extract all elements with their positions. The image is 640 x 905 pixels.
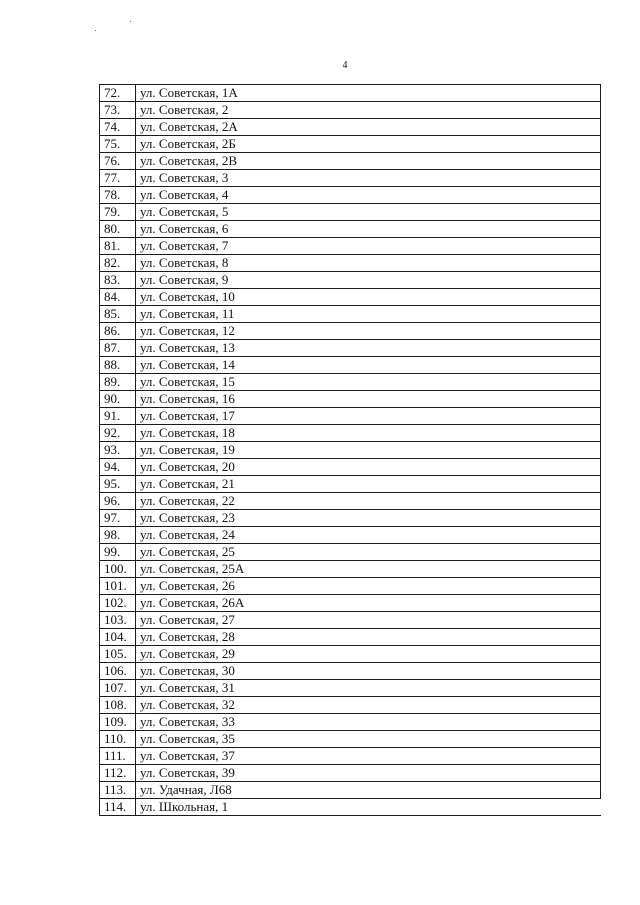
table-row [100,476,601,493]
table-row [100,153,601,170]
row-number-cell: 74. [100,119,136,136]
row-number-cell: 113. [100,782,136,799]
address-cell: ул. Советская, 21 [136,476,601,493]
address-cell: ул. Советская, 13 [136,340,601,357]
row-number-cell: 86. [100,323,136,340]
table-row [100,340,601,357]
row-number-cell: 100. [100,561,136,578]
row-number-cell: 72. [100,85,136,102]
address-cell: ул. Советская, 12 [136,323,601,340]
row-number-cell: 75. [100,136,136,153]
address-cell: ул. Советская, 8 [136,255,601,272]
address-cell: ул. Советская, 31 [136,680,601,697]
table-row [100,306,601,323]
table-row [100,782,601,799]
table-row [100,204,601,221]
address-cell: ул. Советская, 26 [136,578,601,595]
table-row [100,425,601,442]
table-row [100,374,601,391]
table-row [100,323,601,340]
row-number-cell: 101. [100,578,136,595]
address-cell: ул. Советская, 35 [136,731,601,748]
table-row [100,391,601,408]
address-cell: ул. Советская, 18 [136,425,601,442]
row-number-cell: 83. [100,272,136,289]
row-number-cell: 98. [100,527,136,544]
address-cell: ул. Советская, 10 [136,289,601,306]
address-cell: ул. Советская, 33 [136,714,601,731]
table-row [100,170,601,187]
row-number-cell: 107. [100,680,136,697]
table-row [100,187,601,204]
table-row [100,799,601,816]
row-number-cell: 76. [100,153,136,170]
table-row [100,357,601,374]
table-row [100,527,601,544]
address-cell: ул. Советская, 30 [136,663,601,680]
address-cell: ул. Школьная, 1 [136,799,601,816]
row-number-cell: 106. [100,663,136,680]
table-row [100,408,601,425]
table-row [100,765,601,782]
row-number-cell: 109. [100,714,136,731]
page-number: 4 [342,60,348,71]
row-number-cell: 102. [100,595,136,612]
address-cell: ул. Советская, 4 [136,187,601,204]
scan-speck [95,30,96,31]
row-number-cell: 112. [100,765,136,782]
table-row [100,459,601,476]
row-number-cell: 99. [100,544,136,561]
row-number-cell: 90. [100,391,136,408]
address-cell: ул. Советская, 37 [136,748,601,765]
row-number-cell: 87. [100,340,136,357]
address-cell: ул. Советская, 28 [136,629,601,646]
address-table-body [100,85,601,816]
address-cell: ул. Советская, 14 [136,357,601,374]
row-number-cell: 79. [100,204,136,221]
table-row [100,442,601,459]
address-cell: ул. Советская, 26А [136,595,601,612]
table-row [100,493,601,510]
address-cell: ул. Советская, 9 [136,272,601,289]
row-number-cell: 73. [100,102,136,119]
address-cell: ул. Советская, 17 [136,408,601,425]
row-number-cell: 94. [100,459,136,476]
table-row [100,748,601,765]
address-cell: ул. Советская, 19 [136,442,601,459]
table-row [100,612,601,629]
table-row [100,680,601,697]
table-row [100,136,601,153]
address-cell: ул. Советская, 5 [136,204,601,221]
address-cell: ул. Советская, 20 [136,459,601,476]
row-number-cell: 95. [100,476,136,493]
address-table [99,84,601,816]
address-cell: ул. Советская, 39 [136,765,601,782]
row-number-cell: 103. [100,612,136,629]
address-cell: ул. Удачная, Л68 [136,782,601,799]
address-cell: ул. Советская, 2В [136,153,601,170]
table-row [100,697,601,714]
table-row [100,255,601,272]
address-cell: ул. Советская, 24 [136,527,601,544]
table-row [100,561,601,578]
address-cell: ул. Советская, 7 [136,238,601,255]
address-cell: ул. Советская, 6 [136,221,601,238]
row-number-cell: 81. [100,238,136,255]
row-number-cell: 104. [100,629,136,646]
address-cell: ул. Советская, 25 [136,544,601,561]
row-number-cell: 114. [100,799,136,816]
address-cell: ул. Советская, 1А [136,85,601,102]
table-row [100,714,601,731]
row-number-cell: 84. [100,289,136,306]
table-row [100,646,601,663]
row-number-cell: 110. [100,731,136,748]
address-cell: ул. Советская, 2 [136,102,601,119]
table-row [100,289,601,306]
address-cell: ул. Советская, 11 [136,306,601,323]
row-number-cell: 88. [100,357,136,374]
address-cell: ул. Советская, 22 [136,493,601,510]
row-number-cell: 111. [100,748,136,765]
row-number-cell: 105. [100,646,136,663]
row-number-cell: 108. [100,697,136,714]
row-number-cell: 77. [100,170,136,187]
scan-speck [130,21,131,22]
address-cell: ул. Советская, 27 [136,612,601,629]
address-cell: ул. Советская, 32 [136,697,601,714]
row-number-cell: 78. [100,187,136,204]
row-number-cell: 93. [100,442,136,459]
table-row [100,510,601,527]
address-cell: ул. Советская, 15 [136,374,601,391]
address-cell: ул. Советская, 29 [136,646,601,663]
table-row [100,272,601,289]
table-row [100,544,601,561]
table-row [100,85,601,102]
address-cell: ул. Советская, 3 [136,170,601,187]
table-row [100,663,601,680]
row-number-cell: 92. [100,425,136,442]
address-cell: ул. Советская, 16 [136,391,601,408]
row-number-cell: 91. [100,408,136,425]
row-number-cell: 80. [100,221,136,238]
row-number-cell: 85. [100,306,136,323]
table-row [100,578,601,595]
address-cell: ул. Советская, 23 [136,510,601,527]
address-cell: ул. Советская, 25А [136,561,601,578]
address-cell: ул. Советская, 2Б [136,136,601,153]
address-cell: ул. Советская, 2А [136,119,601,136]
table-row [100,238,601,255]
table-row [100,629,601,646]
table-row [100,595,601,612]
table-row [100,221,601,238]
row-number-cell: 82. [100,255,136,272]
table-row [100,731,601,748]
row-number-cell: 89. [100,374,136,391]
table-row [100,102,601,119]
table-row [100,119,601,136]
address-table-wrap [99,84,601,816]
row-number-cell: 97. [100,510,136,527]
row-number-cell: 96. [100,493,136,510]
